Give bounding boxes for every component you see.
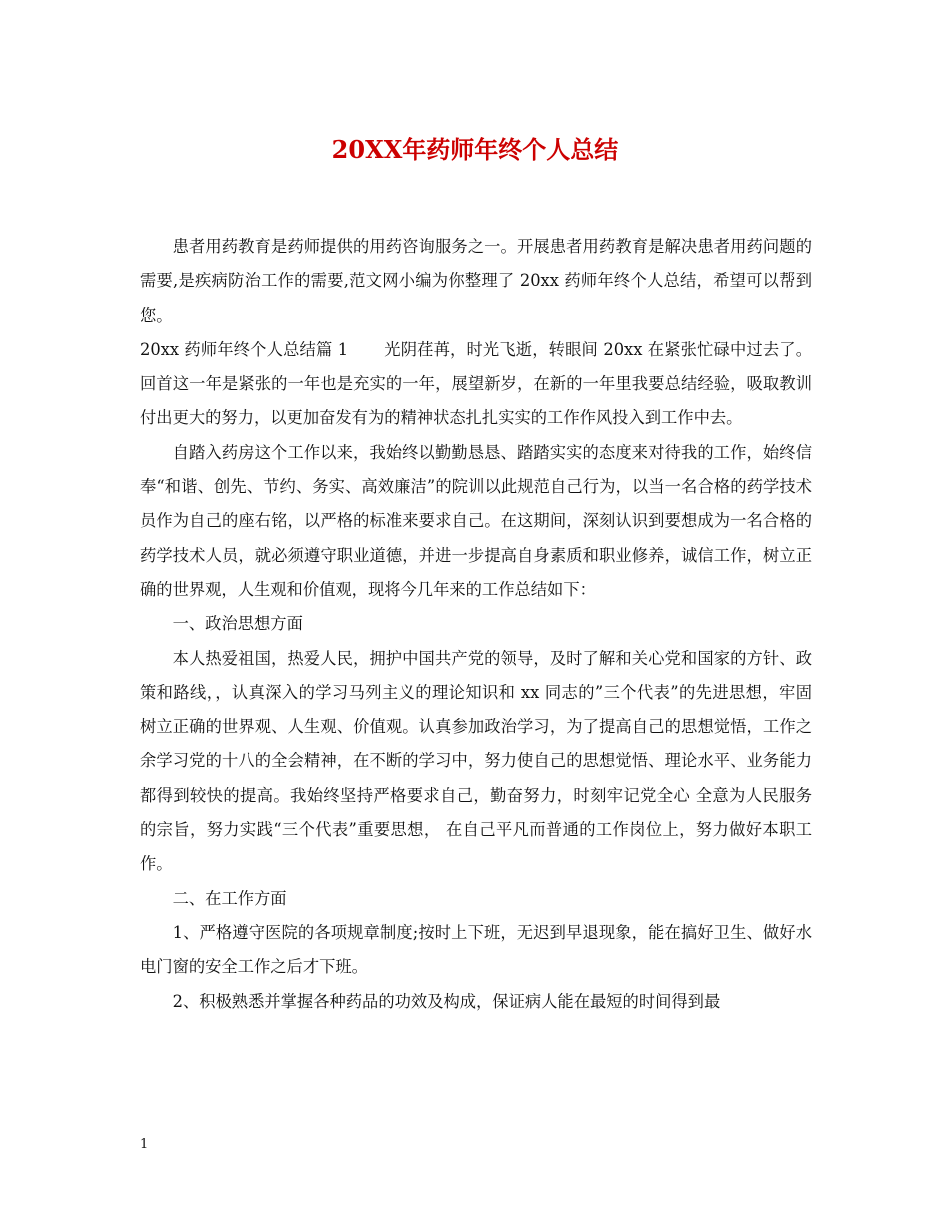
intro-paragraph: 患者用药教育是药师提供的用药咨询服务之一。开展患者用药教育是解决患者用药问题的需要,是疾病防治工作的需要,范文网小编为你整理了 20xx 药师年终个人总结，希望可以帮到您。 <box>140 237 812 325</box>
list-item: 2、积极熟悉并掌握各种药品的功效及构成，保证病人能在最短的时间得到最 <box>172 991 721 1011</box>
section-heading: 20xx 药师年终个人总结篇 1 <box>140 339 349 359</box>
body-paragraph: 本人热爱祖国，热爱人民，拥护中国共产党的领导，及时了解和关心党和国家的方针、政策和路线，，认真深入的学习马列主义的理论知识和 xx 同志的”三个代表”的先进思想，牢固树立正确的世界观、人生观、价值观。认真参加政治学习，为了提高自己的思想觉悟，工作之余学习党的十八的全会精神，在不断的学习中，努力使自己的思想觉悟、理论水平、业务能力都得到较快的提高。我始终坚持严格要求自己，勤奋努力，时刻牢记党全心 全意为人民服务的宗旨，努力实践“三个代表”重要思想， 在自己平凡而普通的工作岗位上，努力做好本职工作。 <box>140 648 812 874</box>
page-number: 1 <box>140 1137 149 1152</box>
document-body <box>140 230 812 1019</box>
list-item: 1、严格遵守医院的各项规章制度;按时上下班，无迟到早退现象，能在搞好卫生、做好水电门窗的安全工作之后才下班。 <box>140 922 812 977</box>
heading-politics: 一、政治思想方面 <box>172 614 303 634</box>
document-title: 20XX年药师年终个人总结 <box>331 135 619 164</box>
section-paragraph <box>140 333 812 436</box>
section-text: 光阴荏苒，时光飞逝，转眼间 20xx 在紧张忙碌中过去了。回首这一年是紧张的一年也是充实的一年，展望新岁，在新的一年里我要总结经验，吸取教训付出更大的努力，以更加奋发有为的精神状态扎扎实实的工作作风投入到工作中去。 <box>140 339 813 428</box>
heading-work: 二、在工作方面 <box>172 888 287 908</box>
body-paragraph: 自踏入药房这个工作以来，我始终以勤勤恳恳、踏踏实实的态度来对待我的工作，始终信奉“和谐、创先、节约、务实、高效廉洁”的院训以此规范自己行为，以当一名合格的药学技术员作为自己的座右铭，以严格的标准来要求自己。在这期间，深刻认识到要想成为一名合格的药学技术人员，就必须遵守职业道德，并进一步提高自身素质和职业修养，诚信工作，树立正确的世界观，人生观和价值观，现将今几年来的工作总结如下： <box>140 442 812 599</box>
